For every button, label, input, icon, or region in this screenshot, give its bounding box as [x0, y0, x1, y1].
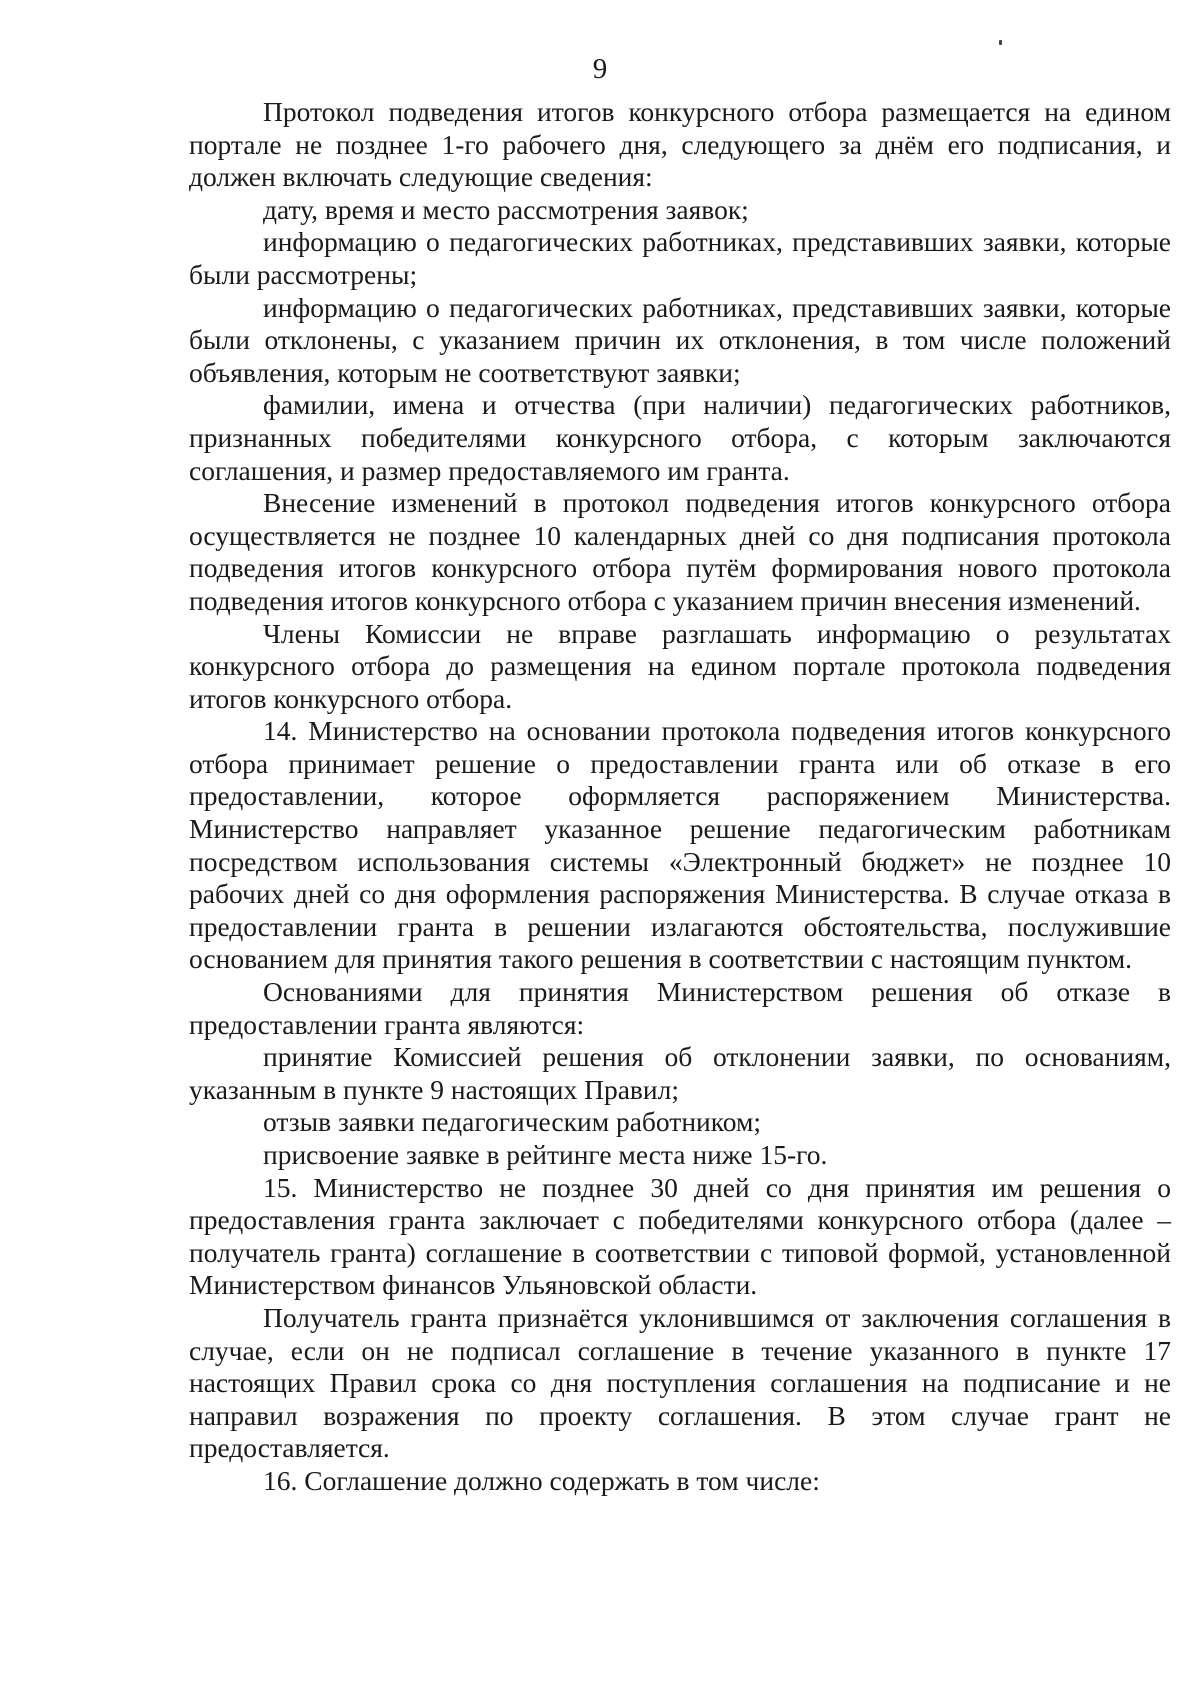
paragraph-refusal-item-rejection: принятие Комиссией решения об отклонении заявки, по основаниям, указанным в пункте 9 настоящих Правил;	[189, 1041, 1171, 1105]
paragraph-refusal-item-rating: присвоение заявке в рейтинге места ниже 15-го.	[263, 1139, 828, 1170]
paragraph-commission-confidentiality: Члены Комиссии не вправе разглашать информацию о результатах конкурсного отбора до размещения на едином портале протокола подведения итогов конкурсного отбора.	[189, 617, 1171, 714]
paragraph-clause-15: 15. Министерство не позднее 30 дней со дня принятия им решения о предоставления гранта заключает с победителями конкурсного отбора (далее – получатель гранта) соглашение в соответствии с типовой формой, установленной Министерством финансов Ульяновской области.	[189, 1171, 1171, 1301]
paragraph-clause-16: 16. Соглашение должно содержать в том числе:	[263, 1464, 820, 1496]
page-number: 9	[592, 53, 608, 85]
scan-speck	[999, 40, 1002, 45]
paragraph-protocol-placement: Протокол подведения итогов конкурсного отбора размещается на едином портале не позднее 1-го рабочего дня, следующего за днём его подписания, и должен включать следующие сведения:	[189, 96, 1171, 193]
paragraph-refusal-grounds: Основаниями для принятия Министерством решения об отказе в предоставлении гранта являются:	[189, 976, 1171, 1040]
paragraph-evasion: Получатель гранта признаётся уклонившимся от заключения соглашения в случае, если он не подписал соглашение в течение указанного в пункте 17 настоящих Правил срока со дня поступления соглашения на подписание и не направил возражения по проекту соглашения. В этом случае грант не предоставляется.	[189, 1301, 1171, 1464]
paragraph-list-item-date: дату, время и место рассмотрения заявок;	[263, 193, 749, 225]
paragraph-clause-14: 14. Министерство на основании протокола подведения итогов конкурсного отбора принимает решение о предоставлении гранта или об отказе в его предоставлении, которое оформляется распоряжением Министерства. Министерство направляет указанное решение педагогическим работникам посредством использования системы «Электронный бюджет» не позднее 10 рабочих дней со дня оформления распоряжения Министерства. В случае отказа в предоставлении гранта в решении излагаются обстоятельства, послужившие основанием для принятия такого решения в соответствии с настоящим пунктом.	[189, 715, 1171, 975]
document-body	[189, 96, 1171, 1498]
paragraph-list-item-rejected: информацию о педагогических работниках, представивших заявки, которые были отклонены, с указанием причин их отклонения, в том числе положений объявления, которым не соответствуют заявки;	[189, 291, 1171, 388]
paragraph-protocol-changes: Внесение изменений в протокол подведения итогов конкурсного отбора осуществляется не позднее 10 календарных дней со дня подписания протокола подведения итогов конкурсного отбора путём формирования нового протокола подведения итогов конкурсного отбора с указанием причин внесения изменений.	[189, 487, 1171, 616]
paragraph-list-item-considered: информацию о педагогических работниках, представивших заявки, которые были рассмотрены;	[189, 226, 1171, 290]
paragraph-refusal-item-withdrawal: отзыв заявки педагогическим работником;	[263, 1106, 761, 1138]
paragraph-list-item-winners: фамилии, имена и отчества (при наличии) педагогических работников, признанных победителями конкурсного отбора, с которым заключаются соглашения, и размер предоставляемого им гранта.	[189, 389, 1171, 486]
